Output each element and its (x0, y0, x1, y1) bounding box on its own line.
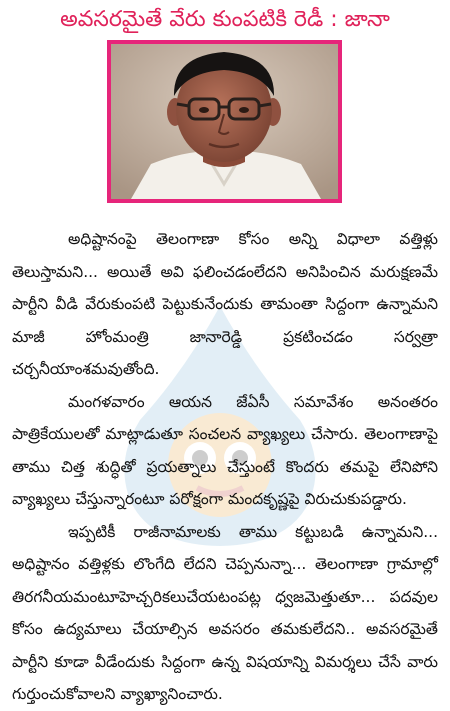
article-paragraph: అధిష్టానంపై తెలంగాణా కోసం అన్ని విధాలా వత్తిళ్లు తెలుస్తామని... అయితే అవి ఫలించడంలేదని అనిపించిన మరుక్షణమే పార్టీని వీడి వేరుకుంపటి పెట్టుకునేందుకు తామంతా సిద్దంగా ఉన్నామని మాజీ హోంమంత్రి జానారెడ్డి ప్రకటించడం సర్వత్రా చర్చనీయాంశమవుతోంది. (12, 230, 438, 378)
article-paragraph: ఇప్పటికీ రాజీనామాలకు తాము కట్టుబడి ఉన్నామని... అధిష్టానం వత్తిళ్లకు లొంగేది లేదని చెప్పనున్నా... తెలంగాణా గ్రామాల్లో తిరగనీయమంటూహెచ్చరికలుచేయటంపట్ల ధ్వజమెత్తుతూ... పదవుల కోసం ఉద్యమాలు చేయాల్సిన అవసరం తమకులేదని.. అవసరమైతే పార్టీని కూడా వీడేందుకు సిద్దంగా ఉన్న విషయాన్ని విమర్శలు చేసే వారు గుర్తుంచుకోవాలని వ్యాఖ్యానించారు. (12, 522, 438, 703)
article-paragraph: మంగళవారం ఆయన జేఏసీ సమావేశం అనంతరం పాత్రికేయులతో మాట్లాడుతూ సంచలన వ్యాఖ్యలు చేసారు. తెలంగాణాపై తాము చిత్త శుద్ధితో ప్రయత్నాలు చేస్తుంటే కొందరు తమపై లేనిపోని వ్యాఖ్యలు చేస్తున్నారంటూ పరోక్షంగా మందకృష్ణపై విరుచుకుపడ్డారు. (12, 392, 438, 508)
portrait-photo (107, 40, 342, 203)
article-body (12, 223, 438, 711)
headline: అవసరమైతే వేరు కుంపటికి రెడీ : జానా (60, 7, 390, 32)
portrait-illustration (111, 44, 338, 199)
